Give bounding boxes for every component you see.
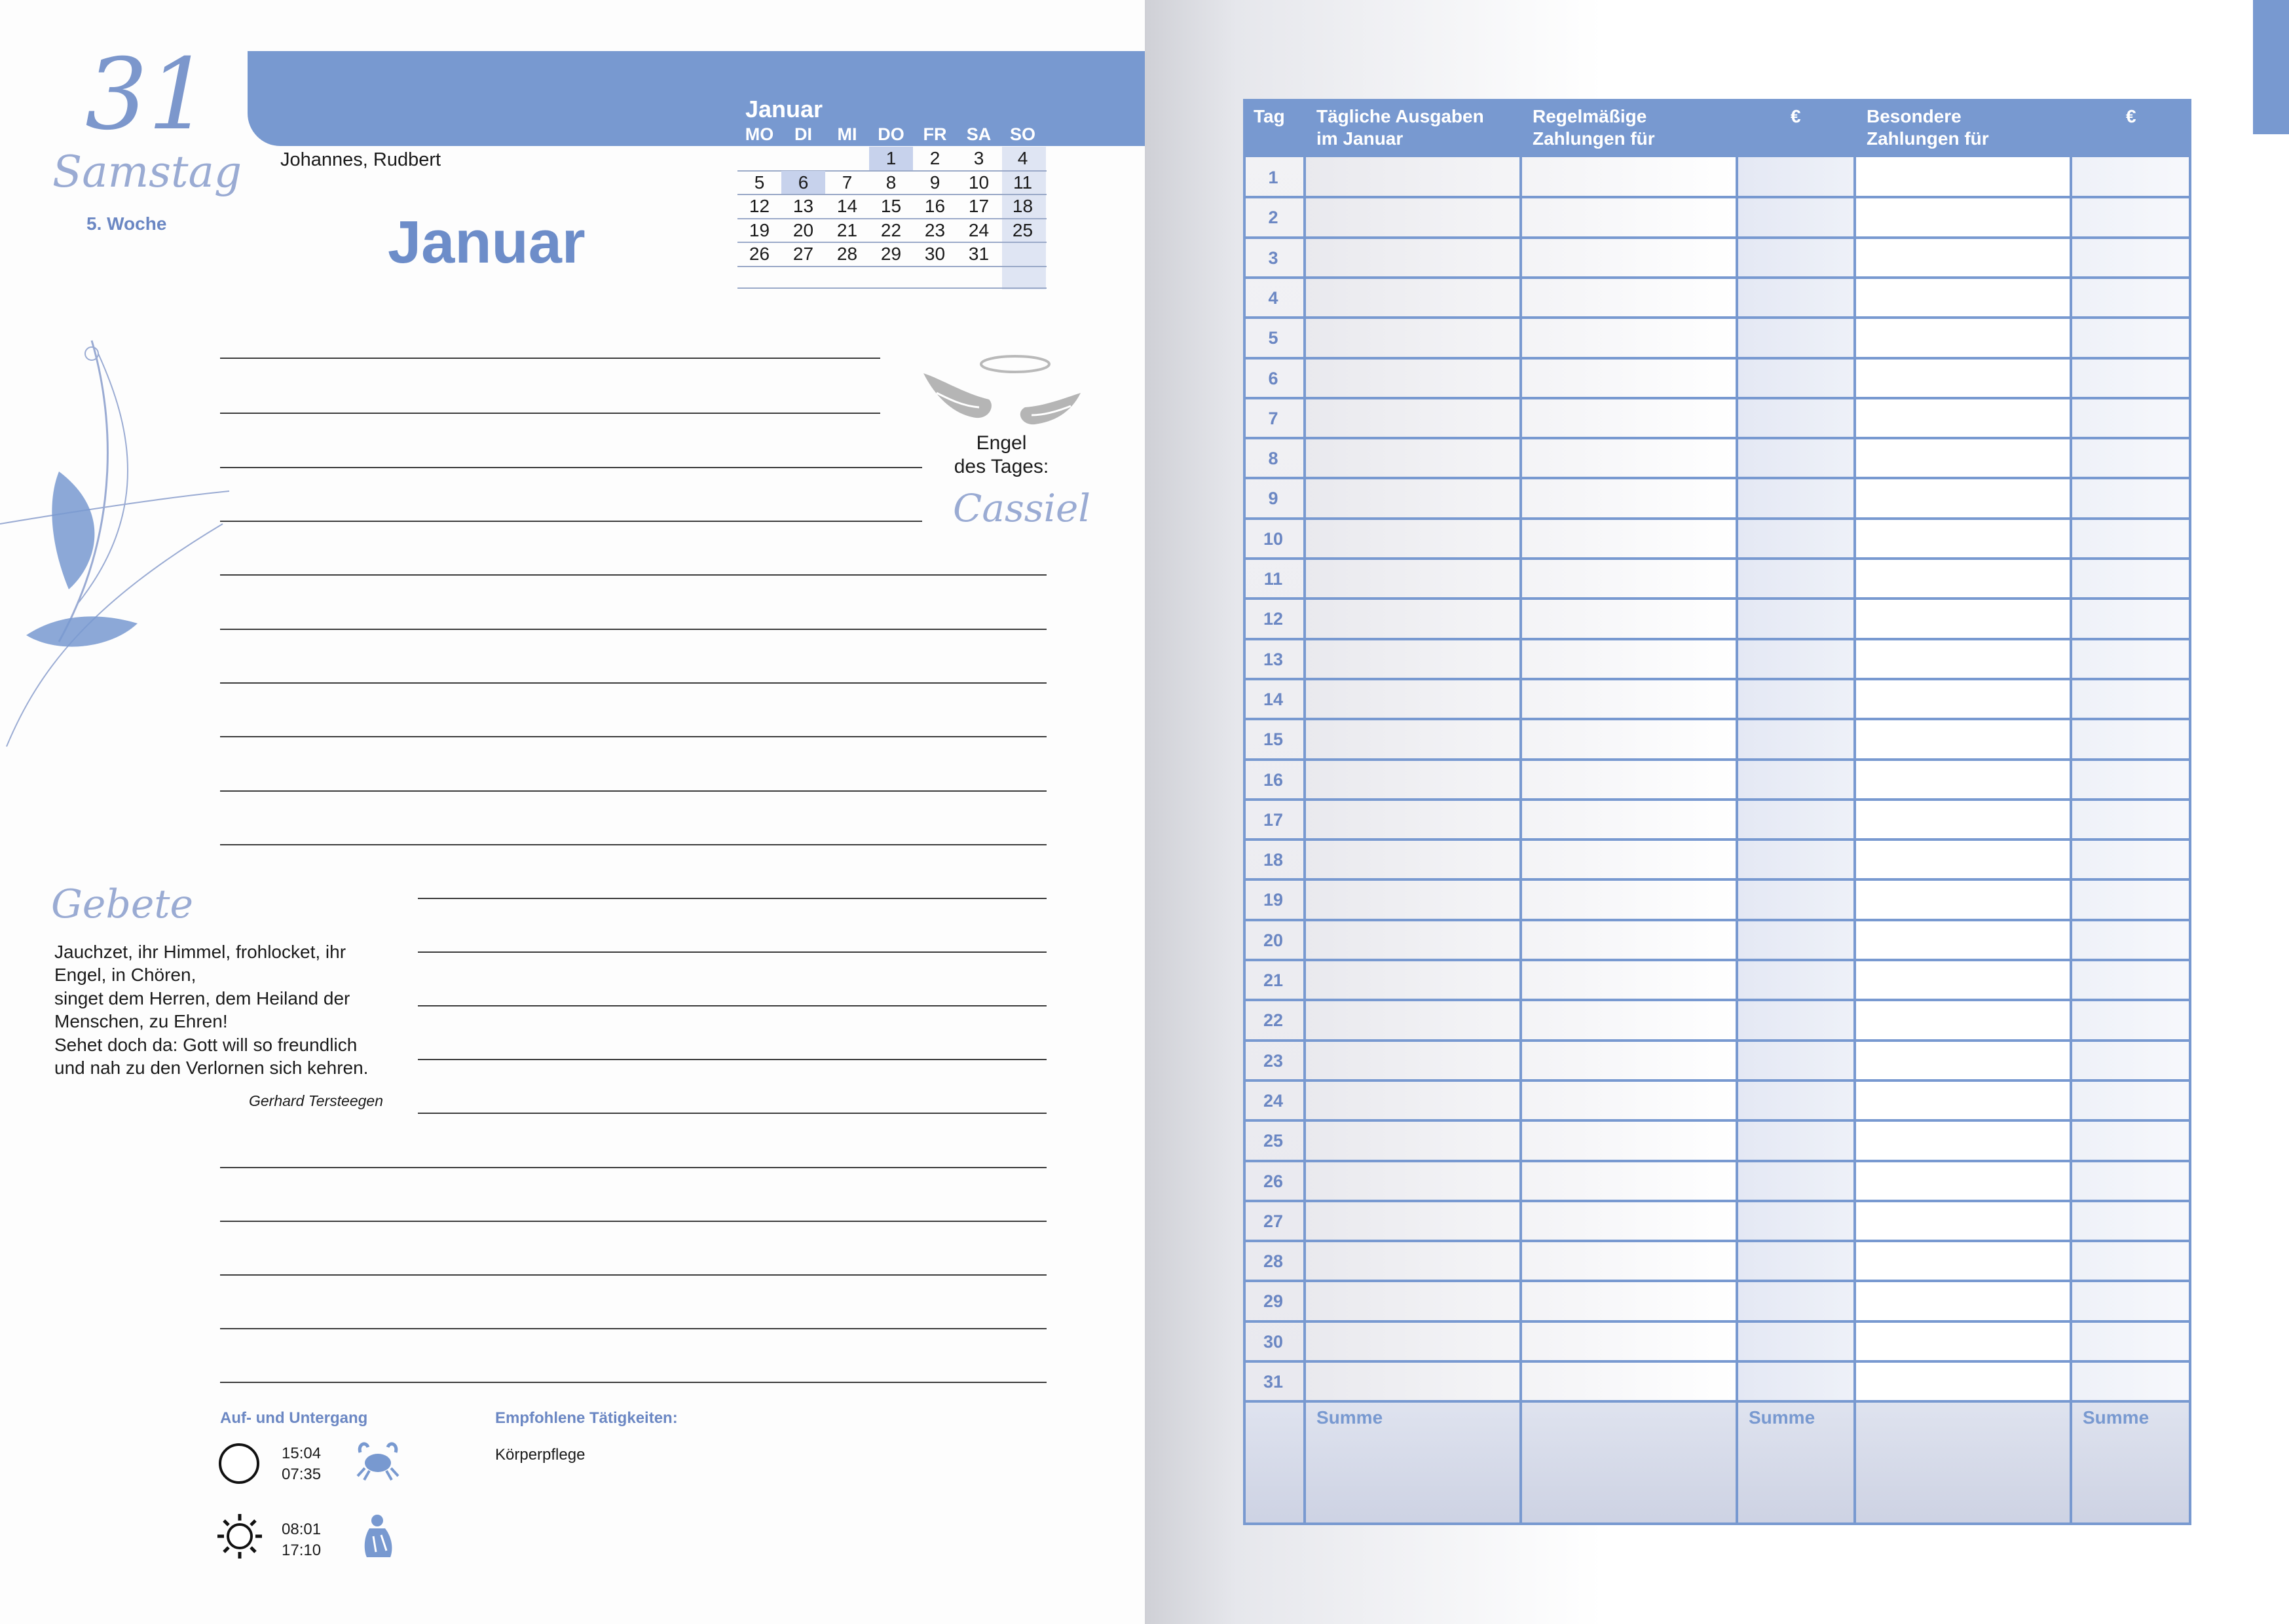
prayer-line: Jauchzet, ihr Himmel, frohlocket, ihr bbox=[54, 942, 346, 962]
header-daily-sub: im Januar bbox=[1316, 128, 1404, 149]
writing-line bbox=[220, 1274, 1047, 1276]
day-number-cell: 27 bbox=[1263, 1211, 1284, 1231]
row-divider bbox=[1243, 316, 2191, 319]
sum-label: Summe bbox=[2083, 1407, 2149, 1428]
angel-label: Engel bbox=[976, 432, 1027, 454]
writing-line bbox=[220, 1221, 1047, 1222]
day-number-cell: 19 bbox=[1263, 890, 1284, 910]
mini-calendar-weekday: FR bbox=[923, 124, 947, 144]
row-divider bbox=[1243, 597, 2191, 600]
writing-line bbox=[418, 1113, 1047, 1114]
activity-item: Körperpflege bbox=[495, 1446, 586, 1464]
writing-line bbox=[220, 629, 1047, 630]
day-number: 31 bbox=[85, 38, 210, 152]
day-number-cell: 9 bbox=[1268, 489, 1278, 509]
angel-name: Cassiel bbox=[953, 486, 1090, 530]
writing-line bbox=[220, 844, 1047, 845]
column-bg bbox=[2071, 99, 2191, 1525]
mini-calendar-day: 16 bbox=[924, 196, 946, 216]
day-number-cell: 22 bbox=[1263, 1010, 1284, 1031]
row-divider bbox=[1243, 718, 2191, 720]
moon-set-time: 07:35 bbox=[282, 1466, 322, 1483]
prayer-title: Gebete bbox=[51, 881, 193, 927]
row-divider bbox=[1243, 437, 2191, 439]
row-divider bbox=[1243, 919, 2191, 921]
sum-label: Summe bbox=[1749, 1407, 1815, 1428]
writing-line bbox=[220, 467, 922, 468]
mini-calendar-rule bbox=[737, 287, 1047, 289]
day-number-cell: 13 bbox=[1263, 649, 1284, 669]
mini-calendar-weekday: DI bbox=[794, 124, 812, 144]
sun-set-time: 17:10 bbox=[282, 1541, 322, 1559]
writing-line bbox=[418, 898, 1047, 899]
expense-table bbox=[1243, 99, 2191, 1525]
writing-line bbox=[220, 574, 1047, 576]
row-divider bbox=[1243, 999, 2191, 1001]
mini-calendar-day: 26 bbox=[749, 244, 770, 264]
day-number-cell: 10 bbox=[1263, 528, 1284, 549]
sun-icon bbox=[216, 1513, 263, 1560]
day-number-cell: 15 bbox=[1263, 729, 1284, 750]
namedays: Johannes, Rudbert bbox=[280, 149, 441, 170]
moon-rise-time: 15:04 bbox=[282, 1445, 322, 1462]
row-divider bbox=[1243, 1240, 2191, 1242]
prayer-line: Sehet doch da: Gott will so freundlich bbox=[54, 1035, 358, 1055]
header-regular: Regelmäßige bbox=[1533, 106, 1647, 126]
prayer-author: Gerhard Tersteegen bbox=[249, 1092, 384, 1109]
header-euro-1: € bbox=[1791, 106, 1801, 126]
mini-calendar-day: 30 bbox=[924, 244, 946, 264]
row-divider bbox=[1243, 196, 2191, 198]
mini-calendar-weekday: MO bbox=[745, 124, 774, 144]
column-bg bbox=[1737, 99, 1855, 1525]
mini-calendar-day: 3 bbox=[973, 148, 984, 168]
mini-calendar-day: 15 bbox=[880, 196, 902, 216]
column-bg bbox=[1855, 99, 2071, 1525]
mini-calendar-day: 31 bbox=[968, 244, 990, 264]
row-divider bbox=[1243, 236, 2191, 239]
day-number-cell: 3 bbox=[1268, 248, 1278, 268]
day-number-cell: 28 bbox=[1263, 1251, 1284, 1272]
day-number-cell: 14 bbox=[1263, 689, 1284, 709]
header-daily: Tägliche Ausgaben bbox=[1316, 106, 1484, 126]
mini-calendar-day: 8 bbox=[885, 172, 897, 193]
mini-calendar-day: 18 bbox=[1012, 196, 1033, 216]
mini-calendar-day bbox=[825, 147, 869, 170]
mini-calendar-day: 12 bbox=[749, 196, 770, 216]
header-special-sub: Zahlungen für bbox=[1867, 128, 1989, 149]
activities-label: Empfohlene Tätigkeiten: bbox=[495, 1409, 678, 1427]
mini-calendar-weekday: SA bbox=[966, 124, 992, 144]
header-special: Besondere bbox=[1867, 106, 1962, 126]
prayer-line: und nah zu den Verlornen sich kehren. bbox=[54, 1058, 369, 1078]
row-divider bbox=[1243, 557, 2191, 560]
day-number-cell: 1 bbox=[1268, 168, 1278, 187]
row-divider bbox=[1243, 517, 2191, 520]
sum-label: Summe bbox=[1316, 1407, 1383, 1428]
row-divider bbox=[1243, 1200, 2191, 1202]
mini-calendar-day: 17 bbox=[968, 196, 990, 216]
mini-calendar-day: 25 bbox=[1012, 219, 1033, 240]
week-label: 5. Woche bbox=[86, 213, 167, 234]
row-divider bbox=[1243, 477, 2191, 479]
mini-calendar-day: 20 bbox=[792, 219, 814, 240]
prayer-line: Engel, in Chören, bbox=[54, 965, 196, 985]
mini-calendar-day: 29 bbox=[880, 244, 902, 264]
virgo-figure-icon bbox=[358, 1513, 400, 1559]
row-divider bbox=[1243, 798, 2191, 801]
row-divider bbox=[1243, 758, 2191, 761]
day-number-cell: 4 bbox=[1268, 287, 1278, 308]
day-number-cell: 21 bbox=[1263, 970, 1284, 990]
writing-line bbox=[418, 951, 1047, 953]
row-divider bbox=[1243, 638, 2191, 640]
day-number-cell: 20 bbox=[1263, 930, 1284, 950]
row-divider bbox=[1243, 959, 2191, 961]
row-divider bbox=[1243, 678, 2191, 680]
day-number-cell: 29 bbox=[1263, 1291, 1284, 1312]
prayer-line: Menschen, zu Ehren! bbox=[54, 1011, 228, 1031]
row-divider bbox=[1243, 1039, 2191, 1042]
mini-calendar-day: 11 bbox=[1013, 172, 1033, 193]
row-divider bbox=[1243, 1079, 2191, 1082]
day-number-cell: 25 bbox=[1263, 1131, 1284, 1151]
cancer-crab-icon bbox=[355, 1438, 401, 1484]
angel-label-sub: des Tages: bbox=[954, 456, 1049, 477]
column-divider bbox=[1853, 157, 1856, 1525]
writing-line bbox=[220, 413, 880, 414]
writing-line bbox=[220, 358, 880, 359]
writing-line bbox=[220, 790, 1047, 792]
row-divider bbox=[1243, 1400, 2191, 1403]
sun-moon-label: Auf- und Untergang bbox=[220, 1409, 368, 1427]
mini-calendar-day bbox=[1001, 242, 1045, 266]
mini-calendar-day: 27 bbox=[792, 244, 814, 264]
header-tag: Tag bbox=[1254, 106, 1285, 126]
day-number-cell: 26 bbox=[1263, 1171, 1284, 1191]
mini-calendar-day: 5 bbox=[754, 172, 765, 193]
sun-rise-time: 08:01 bbox=[282, 1521, 322, 1538]
day-number-cell: 7 bbox=[1268, 408, 1278, 428]
day-number-cell: 31 bbox=[1263, 1372, 1284, 1392]
mini-calendar-day: 2 bbox=[929, 148, 940, 168]
day-number-cell: 23 bbox=[1263, 1050, 1284, 1071]
corner-tab bbox=[2253, 0, 2289, 134]
mini-calendar-day: 23 bbox=[924, 219, 946, 240]
mini-calendar-day: 9 bbox=[929, 172, 940, 193]
mini-calendar-day: 24 bbox=[968, 219, 990, 240]
column-divider bbox=[2070, 157, 2072, 1525]
column-divider bbox=[2189, 157, 2191, 1525]
column-divider bbox=[1303, 157, 1306, 1525]
column-divider bbox=[1243, 157, 1246, 1525]
day-number-cell: 11 bbox=[1263, 569, 1283, 589]
day-number-cell: 17 bbox=[1263, 809, 1284, 830]
day-number-cell: 12 bbox=[1263, 609, 1284, 629]
mini-calendar-day: 19 bbox=[749, 219, 770, 240]
mini-calendar-day: 6 bbox=[781, 171, 825, 194]
mini-calendar-rule bbox=[737, 266, 1047, 267]
writing-line bbox=[220, 1167, 1047, 1168]
mini-calendar-day bbox=[737, 147, 781, 170]
day-number-cell: 16 bbox=[1263, 769, 1284, 790]
header-euro-2: € bbox=[2126, 106, 2136, 126]
mini-calendar-day: 21 bbox=[836, 219, 858, 240]
day-number-cell: 6 bbox=[1268, 368, 1278, 388]
weekday: Samstag bbox=[52, 147, 242, 197]
writing-line bbox=[220, 1328, 1047, 1329]
header-regular-sub: Zahlungen für bbox=[1533, 128, 1655, 149]
mini-calendar-title: Januar bbox=[745, 96, 823, 122]
mini-calendar-day: 4 bbox=[1017, 148, 1028, 168]
row-divider bbox=[1243, 276, 2191, 279]
column-bg bbox=[1305, 99, 1521, 1525]
angel-wings-icon bbox=[917, 347, 1087, 432]
writing-line bbox=[418, 1005, 1047, 1006]
row-divider bbox=[1243, 878, 2191, 881]
mini-calendar-day: 7 bbox=[842, 172, 853, 193]
mini-calendar-weekday: DO bbox=[878, 124, 904, 144]
row-divider bbox=[1243, 1160, 2191, 1162]
day-number-cell: 8 bbox=[1268, 449, 1278, 469]
writing-line bbox=[220, 736, 1047, 737]
mini-calendar-day: 28 bbox=[836, 244, 858, 264]
writing-line bbox=[220, 521, 922, 522]
column-bg bbox=[1521, 99, 1737, 1525]
day-number-cell: 2 bbox=[1268, 208, 1278, 228]
row-divider bbox=[1243, 357, 2191, 360]
row-divider bbox=[1243, 1360, 2191, 1363]
row-divider bbox=[1243, 397, 2191, 399]
writing-line bbox=[220, 682, 1047, 684]
day-number-cell: 24 bbox=[1263, 1090, 1284, 1111]
row-divider bbox=[1243, 1119, 2191, 1122]
floral-decoration-icon bbox=[0, 327, 236, 760]
day-number-cell: 18 bbox=[1263, 850, 1284, 870]
prayer-line: singet dem Herren, dem Heiland der bbox=[54, 988, 350, 1008]
column-divider bbox=[1519, 157, 1522, 1525]
row-divider bbox=[1243, 838, 2191, 841]
day-number-cell: 30 bbox=[1263, 1331, 1284, 1352]
table-bottom-border bbox=[1243, 1522, 2191, 1525]
writing-line bbox=[220, 1382, 1047, 1383]
mini-calendar-day: 10 bbox=[968, 172, 990, 193]
mini-calendar-day: 22 bbox=[880, 219, 902, 240]
mini-calendar-weekday: SO bbox=[1009, 124, 1035, 144]
row-divider bbox=[1243, 1320, 2191, 1323]
row-divider bbox=[1243, 1280, 2191, 1282]
mini-calendar-day: 14 bbox=[836, 196, 858, 216]
mini-calendar-day bbox=[781, 147, 825, 170]
mini-calendar-day: 13 bbox=[792, 196, 814, 216]
sum-row bbox=[1243, 1401, 2191, 1525]
column-divider bbox=[1736, 157, 1738, 1525]
writing-line bbox=[418, 1059, 1047, 1060]
mini-calendar-day: 1 bbox=[869, 147, 913, 170]
day-number-cell: 5 bbox=[1268, 328, 1278, 348]
mini-calendar-weekday: MI bbox=[837, 124, 857, 144]
full-moon-icon bbox=[217, 1442, 261, 1485]
month-title: Januar bbox=[388, 209, 586, 276]
